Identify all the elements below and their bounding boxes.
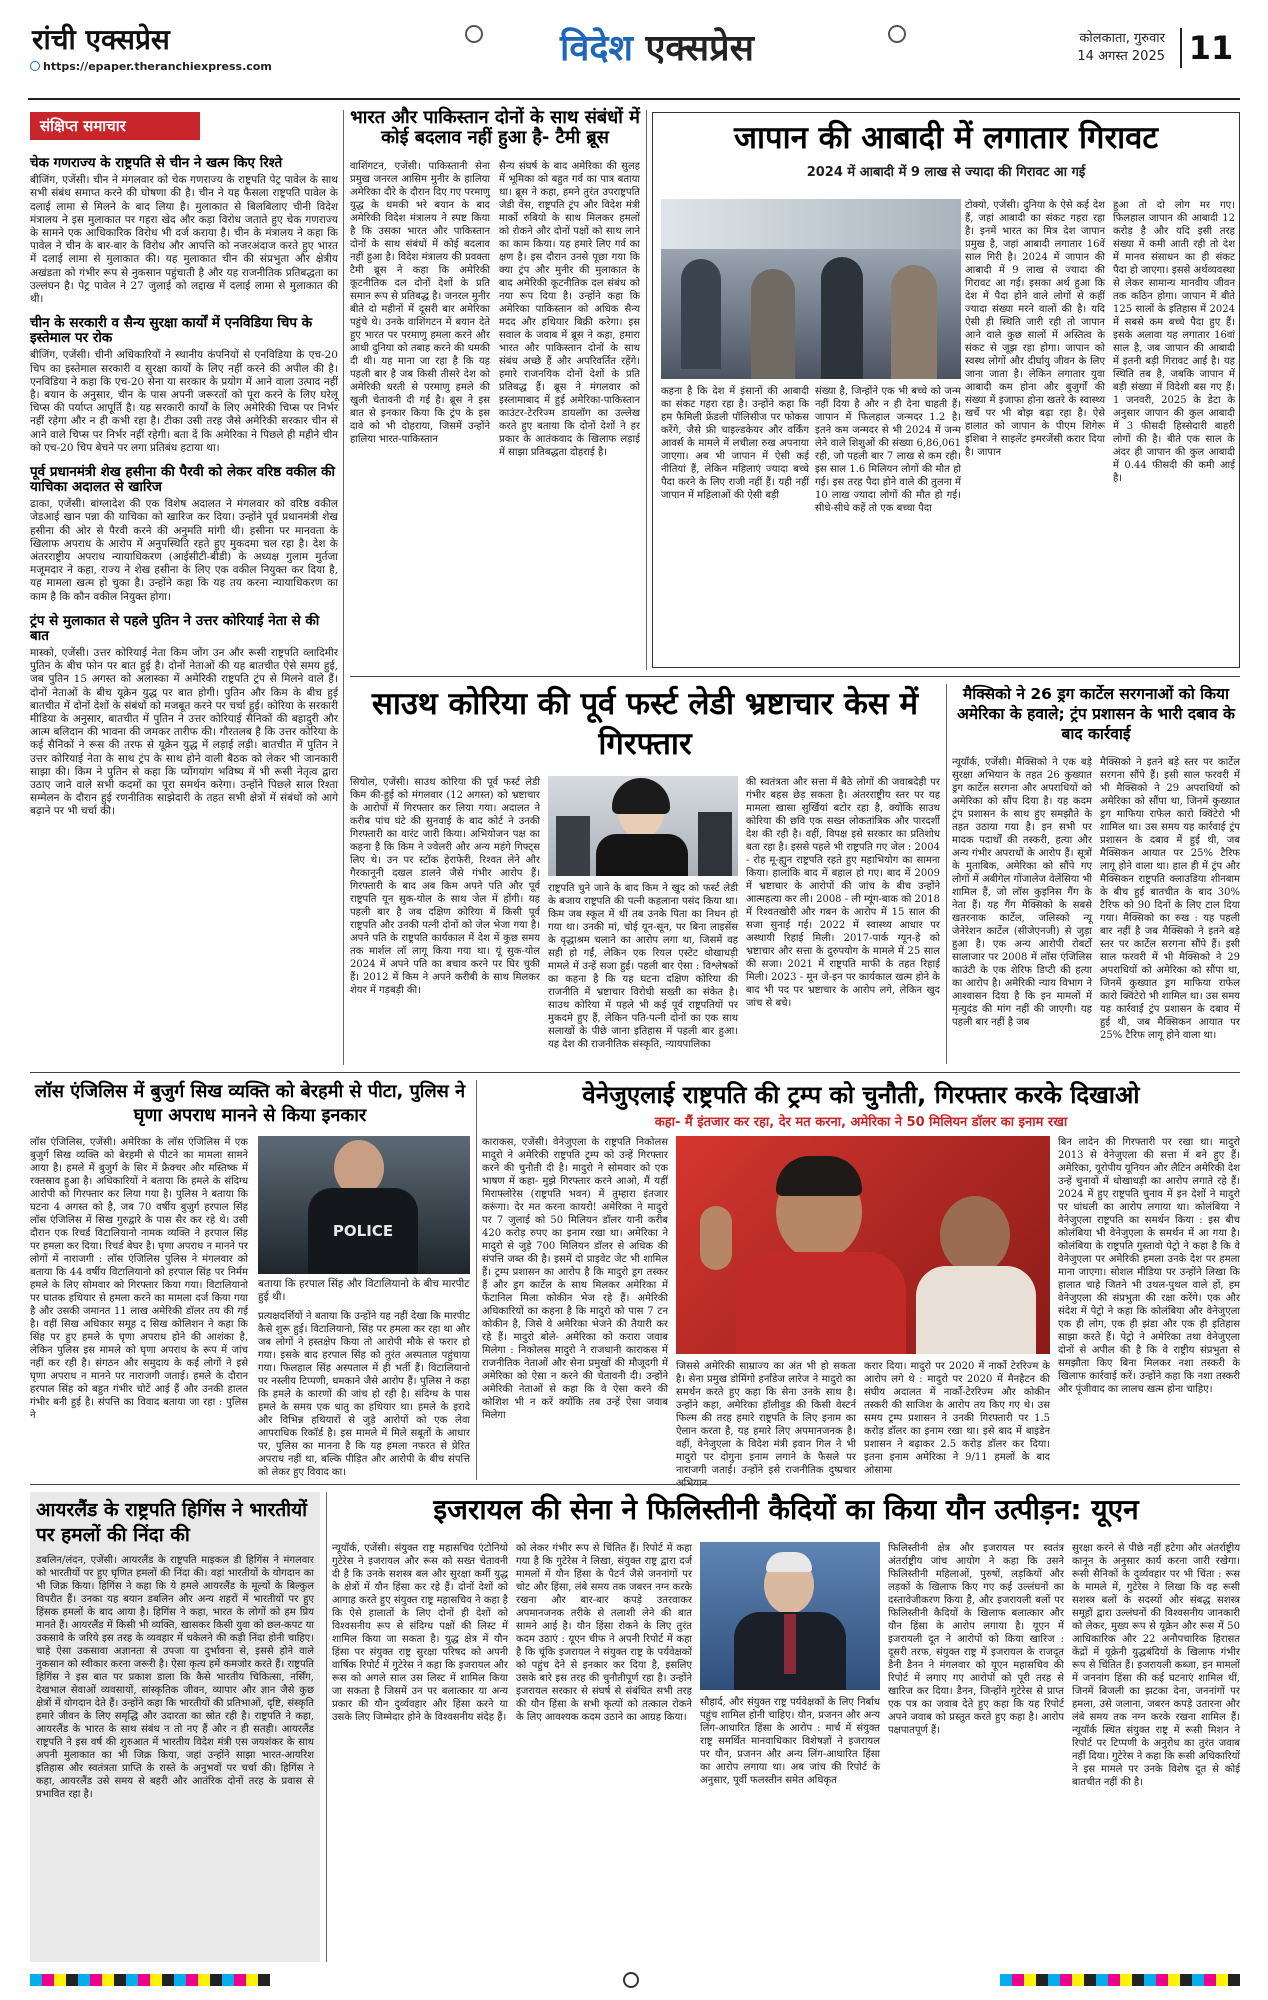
brief-item (30, 316, 338, 455)
brief-item (30, 156, 338, 306)
column-rule (326, 1492, 327, 1962)
story-korea (350, 684, 940, 1068)
section-rule (30, 1072, 1240, 1073)
brief-item (30, 614, 338, 819)
photo-crowd (661, 199, 961, 379)
story-column: करार दिया। मादुरो पर 2020 में नार्को टेररिज्म के आरोप लगे थे : मादुरो पर 2020 में मैनहैटन की संघीय अदालत में नार्को-टेररिज्म और कोकीन तस्करी की साजिश के आरोप तय किए गए थे। उस समय ट्रम्प प्रशासन ने उनकी गिरफ्तारी पर 1.5 करोड़ डॉलर का इनाम रखा था। इसे बाद में बाइडेन प्रशासन ने बढ़ाकर 2.5 करोड़ डॉलर कर दिया। इतना इनाम अमेरिका ने 9/11 हमलों के बाद ओसामा (864, 1361, 1050, 1476)
section-rule (350, 676, 1240, 677)
story-column: कहना है कि देश में इंसानों की आबादी का संकट गहरा रहा है। उन्होंने कहा कि हम फैमिली फ्रेंडली पॉलिसीज पर फोकस करेंगे, जैसे फ्री चाइल्डकेयर और वर्किंग आवर्स के मामले में लचीला रुख अपनाया जाएगा। अब भी जापान में ऐसी कई नीतियां हैं, लेकिन महिलाएं ज्यादा बच्चे पैदा करने के लिए राजी नहीं हैं। यही नहीं जापान में महिलाओं की ऐसी बड़ी (661, 386, 809, 501)
headline: साउथ कोरिया की पूर्व फर्स्ट लेडी भ्रष्टाचार केस में गिरफ्तार (371, 686, 919, 762)
headline: लॉस एंजिलिस में बुजुर्ग सिख व्यक्ति को बेरहमी से पीटा, पुलिस ने घृणा अपराध मानने से किया इनकार (34, 1081, 466, 1126)
photo-maduro (676, 1136, 1050, 1354)
story-column: संख्या है, जिन्होंने एक भी बच्चे को जन्म नहीं दिया है और न ही देना चाहती हैं। जापान में फिलहाल जन्मदर 1.2 है। इतने कम जन्मदर से भी 2024 में जन्म लेने वाले शिशुओं की संख्या 6,86,061 रही, जो पहली बार 7 लाख से कम रही। इस साल 1.6 मिलियन लोगों की मौत हो गई। इस तरह पैदा होने वाले की तुलना में 10 लाख ज्यादा लोगों की मौत हो गई। सीधे-सीधे कहें तो एक बच्चा पैदा (815, 386, 961, 514)
story-column: राष्ट्रपति चुने जाने के बाद किम ने खुद को फर्स्ट लेडी के बजाय राष्ट्रपति की पत्नी कहलाना पसंद किया था। किम जब स्कूल में थीं तब उनके पिता का निधन हो गया था। उनकी मां, चोई यून-सून, पर बिना लाइसेंस के वृद्धाश्रम चलाने का आरोप लगा था, जिसमें वह सही हो गईं, लेकिन एक रियल एस्टेट धोखाधड़ी मामले में उन्हें सजा हुई। पहली बार ऐसा : विश्लेषकों का कहना है कि यह घटना दक्षिण कोरिया की राजनीति में भ्रष्टाचार विरोधी सख्ती का संकेत है। साउथ कोरिया में पहले भी कई पूर्व राष्ट्रपतियों पर मुकदमे हुए हैं, लेकिन पति-पत्नी दोनों का एक साथ सलाखों के पीछे जाना इतिहास में पहली बार हुआ। यह देश की राजनीतिक संस्कृति, न्यायपालिका (548, 883, 738, 1050)
registration-mark (465, 25, 483, 43)
paper-logo (32, 20, 252, 54)
story-mexico (952, 684, 1240, 1068)
masthead-rule (28, 98, 1240, 100)
brief-column (30, 112, 338, 1067)
story-israel (332, 1492, 1240, 1962)
story-column: को लेकर गंभीर रूप से चिंतित हैं। रिपोर्ट में कहा गया है कि गुटेरेस ने लिखा, संयुक्त राष्ट्र द्वारा दर्ज मामलों में यौन हिंसा के पैटर्न जैसे जननांगों पर चोट और हिंसा, लंबे समय तक जबरन नग्न करके रखना और बार-बार कपड़े उतरवाकर अपमानजनक तरीके से तलाशी लेने की बात सामने आई है। यौन हिंसा रोकने के लिए तुरंत कदम उठाएं : यूएन चीफ ने अपनी रिपोर्ट में कहा है कि चूंकि इजरायल ने संयुक्त राष्ट्र के पर्यवेक्षकों को पहुंच देने से इनकार कर दिया है, इसलिए उसके बारे इस तरह की चुनौतीपूर्ण रहा है। उन्होंने इजरायल सरकार से संघर्ष से संबंधित सभी तरह की यौन हिंसा के सभी कृत्यों को तत्काल रोकने के लिए आवश्यक कदम उठाने का आग्रह किया। (516, 1543, 692, 1723)
crosshair-icon (623, 1972, 639, 1988)
story-column: हुआ तो दो लोग मर गए। फिलहाल जापान की आबादी 12 करोड़ है और यदि इसी तरह संख्या में कमी आती रही तो देश में मानव संसाधन का ही संकट पैदा हो जाएगा। इससे अर्थव्यवस्था से लेकर सामान्य मानवीय जीवन तक कठिन होगा। जापान में बीते 125 सालों के इतिहास में 2024 में सबसे कम बच्चे पैदा हुए हैं। इसके अलावा यह लगातार 16वां साल है, जब जापान की आबादी में इतनी बड़ी गिरावट आई है। यह स्थिति तब है, जबकि जापान में बड़ी संख्या में विदेशी बस गए हैं। 1 जनवरी, 2025 के डेटा के अनुसार जापान की कुल आबादी में 3 फीसदी हिस्सेदारी बाहरी लोगों की है। बीते एक साल के अंदर ही जापान की कुल आबादी में 0.44 फीसदी की कमी आई है। (1113, 200, 1235, 484)
story-column: सियोल, एजेंसी। साउथ कोरिया की पूर्व फर्स्ट लेडी किम की-हुई को मंगलवार (12 अगस्त) को भ्रष्टाचार के आरोपों में गिरफ्तार कर लिया गया। अदालत ने करीब पांच घंटे की सुनवाई के बाद कोर्ट ने उनकी गिरफ्तारी का वारंट जारी किया। अभियोजन पक्ष का कहना है कि किम ने ज्वेलरी और अन्य महंगे गिफ्ट्स लिए थे। उन पर स्टॉक हेराफेरी, रिश्वत लेने और गैरकानूनी दखल डालने जैसे गंभीर आरोप हैं। गिरफ्तारी के बाद अब किम अपने पति और पूर्व राष्ट्रपति यून सुक-योल के साथ जेल में होंगी। यह पहली बार है जब दक्षिण कोरिया में किसी पूर्व राष्ट्रपति और उनकी पत्नी दोनों को जेल भेजा गया है। अपने पति के राष्ट्रपति कार्यकाल में देश में कुछ समय तक मार्शल लॉ लागू किया गया था। यूं सुक-योल 2024 में अपने पति का बचाव करने पर घिर चुकी हैं। 2012 में किम ने अपने करीबी के साथ मिलकर शेयर में गड़बड़ी की। (350, 777, 540, 996)
section-title-left: विदेश (560, 28, 633, 69)
issue-date: 14 अगस्त 2025 (1077, 49, 1165, 64)
brief-item-body: मास्को, एजेंसी। उत्तर कोरियाई नेता किम जोंग उन और रूसी राष्ट्रपति व्लादिमीर पुतिन के बीच फोन पर बात हुई है। दोनों नेताओं की यह बातचीत ऐसे समय हुई, जब पुतिन 15 अगस्त को अलास्का में अमेरिकी राष्ट्रपति ट्रंप से मिलने वाले हैं। दोनों नेताओं के बीच यूक्रेन युद्ध पर बात होगी। पुतिन और किम के बीच हुई बातचीत में दोनों देशों के संबंधों को मजबूत करने पर चर्चा हुई। कोरिया के सरकारी मीडिया के अनुसार, बातचीत में पुतिन ने उत्तर कोरियाई सैनिकों की बहादुरी और आत्म बलिदान की भावना की जमकर तारीफ की। गौरतलब है कि उत्तर कोरिया के कई सैनिकों ने रूस की तरफ से यूक्रेन युद्ध में लड़ाई लड़ी। बातचीत में पुतिन ने उत्तर कोरियाई नेता के साथ ट्रंप के साथ होने वाली बैठक को लेकर भी जानकारी साझा की। किम ने पुतिन से कहा कि प्योंगयांग भविष्य में भी रूसी नेतृत्व द्वारा उठाए जाने वाले सभी कदमों का पूरा समर्थन करेगा। उन्होंने पिछले साल रिश्ता सम्मेलन के दौरान हुई रणनीतिक साझेदारी के तहत सभी क्षेत्रों में संबंधों को आगे बढ़ाने पर भी चर्चा की। (30, 647, 338, 818)
masthead (0, 0, 1268, 72)
brief-item-title: ट्रंप से मुलाकात से पहले पुतिन ने उत्तर कोरियाई नेता से की बात (30, 612, 320, 644)
section-title (560, 22, 820, 69)
column-rule (476, 1080, 477, 1480)
story-column: सुरक्षा करने से पीछे नहीं हटेगा और अंतर्राष्ट्रीय कानून के अनुसार कार्य करना जारी रखेगा। रूसी सैनिकों के दुर्व्यवहार पर भी चिंता : रूस के मामले में, गुटेरेस ने लिखा कि वह रूसी सशस्त्र बलों के सदस्यों और संबद्ध सशस्त्र समूहों द्वारा उल्लंघनों की विश्वसनीय जानकारी को लेकर, मुख्य रूप से यूक्रेन और रूस में 50 आधिकारिक और 22 अनौपचारिक हिरासत केंद्रों में यूक्रेनी युद्धबंदियों के खिलाफ गंभीर रूप से चिंतित हैं। इजरायली कब्जा, इन मामलों में जननांग हिंसा की कई घटनाएं शामिल थीं, जिनमें बिजली का झटका देना, जननांगों पर हमला, उसे जलाना, जबरन कपड़े उतारना और लंबे समय तक नग्न करके रखना शामिल हैं। न्यूयॉर्क स्थित संयुक्त राष्ट्र में रूसी मिशन ने रिपोर्ट पर टिप्पणी के अनुरोध का तुरंत जवाब नहीं दिया। गुटेरेस ने कहा कि रूसी अधिकारियों ने इस मामले पर उनके विशेष दूत से कोई बातचीत नहीं की है। (1072, 1543, 1240, 1788)
story-column: फिलिस्तीनी क्षेत्र और इजरायल पर स्वतंत्र अंतर्राष्ट्रीय जांच आयोग ने कहा कि उसने फिलिस्तीनी महिलाओं, पुरुषों, लड़कियों और लड़कों के खिलाफ किए गए कई उल्लंघनों का दस्तावेजीकरण किया है, और इजरायली बलों पर फिलिस्तीनी कैदियों के खिलाफ बलात्कार और यौन हिंसा के आरोप लगाया है। यूएन में इजरायली दूत ने आरोपों को किया खारिज : दूसरी तरफ, संयुक्त राष्ट्र में इजरायल के राजदूत डैनी डैनन ने मंगलवार को यूएन महासचिव की रिपोर्ट में लगाए गए आरोपों को पूरी तरह से खारिज कर दिया। डैनन, जिन्होंने गुटेरेस से प्राप्त एक पत्र का जवाब देते हुए कहा कि यह रिपोर्ट अपने जवाब को प्रस्तुत करते हुए कहा है। आरोप पक्षपातपूर्ण हैं। (888, 1543, 1064, 1736)
photo-police (258, 1136, 470, 1274)
headline: भारत और पाकिस्तान दोनों के साथ संबंधों में कोई बदलाव नहीं हुआ है- टैमी ब्रूस (350, 107, 640, 149)
headline: इजरायल की सेना ने फिलिस्तीनी कैदियों का किया यौन उत्पीड़न: यूएन (433, 1493, 1139, 1526)
story-column: न्यूयॉर्क, एजेंसी। मैक्सिको ने एक बड़े सुरक्षा अभियान के तहत 26 कुख्यात ड्रग कार्टेल सरगना और अपराधियों को अमेरिका को सौंप दिया है। यह कदम ट्रंप प्रशासन के साथ हुए समझौते के तहत उठाया गया है। इन सभी पर मादक पदार्थों की तस्करी, हत्या और अन्य गंभीर अपराधों के आरोप हैं। सूत्रों के मुताबिक, अमेरिका को सौंपे गए लोगों में अबीगेल गोंजालेज वेलेंसिया भी शामिल हैं, जो लॉस कुइनिस गैंग के नेता हैं। यह गैंग मैक्सिको के सबसे खतरनाक कार्टेल, जलिस्को न्यू जेनेरेशन कार्टेल (सीजेएनजी) से जुड़ा हुआ है। एक अन्य आरोपी रोबर्टो सालाजार पर 2008 में लॉस एंजिलिस काउंटी के एक शेरिफ डिप्टी की हत्या का आरोप है। अमेरिकी न्याय विभाग ने आश्वासन दिया है कि इन मामलों में मृत्युदंड की मांग नहीं की जाएगी। यह पहली बार नहीं है जब (952, 757, 1092, 1028)
column-rule (946, 684, 947, 1064)
police-label: POLICE (332, 1222, 394, 1240)
subheadline: कहा- मैं इंतजार कर रहा, देर मत करना, अमेरिका ने 50 मिलियन डॉलर का इनाम रखा (654, 1115, 1068, 1130)
photo-un-chief (700, 1542, 880, 1690)
brief-item-body: बीजिंग, एजेंसी। चीनी अधिकारियों ने स्थानीय कंपनियों से एनविडिया के एच-20 चिप का इस्तेमाल सरकारी व सुरक्षा कार्यों के लिए नहीं करने की अपील की है। एनविडिया ने कहा कि एच-20 सेना या सरकार के प्रयोग में आने वाला उत्पाद नहीं है। बयान के अनुसार, चीन के पास अपनी जरूरतों को पूरा करने के लिए घरेलू चिप्स की पर्याप्त आपूर्ति है। यह सरकारी कार्यों के लिए अमेरिकी चिप्स पर निर्भर नहीं रहेगा और न ही कभी रहा है। टीका उसी तरह जैसे अमेरिकी सरकार चीन से आने वाले चिप्स पर निर्भर नहीं रहेगी। बता दें कि अमेरिका ने पिछले ही महीने चीन को एच-20 चिप बेचने पर लगा प्रतिबंध हटाया था। (30, 349, 338, 454)
brief-item-title: चेक गणराज्य के राष्ट्रपति से चीन ने खत्म किए रिश्ते (30, 155, 283, 171)
story-column: लॉस एंजिलिस, एजेंसी। अमेरिका के लॉस एंजिलिस में एक बुजुर्ग सिख व्यक्ति को बेरहमी से पीटने का मामला सामने आया है। हमले में बुजुर्ग के सिर में फ्रैक्चर और मस्तिष्क में रक्तस्राव हुआ है। अधिकारियों ने बताया कि हमले के संदिग्ध आरोपी को गिरफ्तार कर लिया गया है। पुलिस ने बताया कि घटना 4 अगस्त को है, जब 70 वर्षीय बुजुर्ग हरपाल सिंह लॉस एंजिलिस में सिख गुरुद्वारे के पास सैर कर रहे थे। उसी दौरान एक रिचर्ड विटालियानो नामक व्यक्ति ने हरपाल सिंह पर हमला कर दिया। रिचर्ड बेघर है। घृणा अपराध न मानने पर लोगों में नाराजगी : लॉस एंजिलिस पुलिस ने मंगलवार को बताया कि 44 वर्षीय विटालियानो को हरपाल सिंह पर निर्मम हमले के लिए सोमवार को गिरफ्तार किया गया। विटालियानो पर घातक हथियार से हमला करने का मामला दर्ज किया गया है और उसकी जमानत 11 लाख अमेरिकी डॉलर तय की गई है। वहीं सिख अधिकार समूह द सिख कोलिशन ने कहा कि सिंह पर हुए हमले के घृणा अपराध होने की आशंका है, लेकिन पुलिस इस मामले को घृणा अपराध के रूप में जांच नहीं कर रही है। संगठन और समुदाय के कई लोगों ने इसे घृणा अपराध न मानने पर नाराजगी जताई। हमले के दौरान हरपाल सिंह को बहुत गंभीर चोटें आई हैं और उनकी हालत गंभीर बनी हुई है। संपत्ति का विवाद बताया जा रहा : पुलिस ने (30, 1137, 248, 1421)
color-registration-bar (30, 1972, 1240, 1988)
brief-item-body: बीजिंग, एजेंसी। चीन ने मंगलवार को चेक गणराज्य के राष्ट्रपति पेट्र पावेल के साथ सभी संबंध समाप्त करने की घोषणा की है। चीन ने यह फैसला राष्ट्रपति पावेल के दलाई लामा से मिलने के बाद लिया है। मुलाकात से बिलबिलाए चीनी विदेश मंत्रालय ने इस मुलाकात पर गहरा खेद और कड़ा विरोध जताते हुए चेक गणराज्य के सामने एक आधिकारिक विरोध भी दर्ज कराया है। चीन के मंत्रालय ने कहा कि पावेल ने चीन के बार-बार के विरोध और आपत्ति को नजरअंदाज करते हुए भारत में दलाई लामा से मुलाकात की। यह मुलाकात चीन की संप्रभुता और क्षेत्रीय अखंडता को गंभीर रूप से नुकसान पहुंचाती है और यह राजनीतिक प्रतिबद्धता का उल्लंघन है। पेट्र पावेल ने 27 जुलाई को लद्दाख में दलाई लामा से मुलाकात की थी। (30, 174, 338, 305)
story-column: प्रत्यक्षदर्शियों ने बताया कि उन्होंने यह नहीं देखा कि मारपीट कैसे शुरू हुई। विटालियानो, सिंह पर हमला कर रहा था और जब लोगों ने हस्तक्षेप किया तो आरोपी मौके से फरार हो गया। इसके बाद हरपाल सिंह को तुरंत अस्पताल पहुंचाया गया। फिलहाल सिंह अस्पताल में ही भर्ती हैं। विटालियानो पर नस्लीय टिप्पणी, धमकाने जैसे आरोप हैं। पुलिस ने कहा कि हमले के कारणों की जांच हो रही है। संदिग्ध के पास हमले के समय एक धातु का हथियार था। हमले के इरादे और विभिन्न हथियारों से जुड़े आरोपों को एक लेवा आपराधिक रिकॉर्ड है। इस मामले में मिले सबूतों के आधार पर, पुलिस का मानना है कि यह हमला नफरत से प्रेरित अपराध नहीं था, बल्कि पीड़ित और आरोपी के बीच संपत्ति को लेकर हुए विवाद का। (258, 1311, 470, 1478)
story-column: काराकस, एजेंसी। वेनेजुएला के राष्ट्रपति निकोलस मादुरो ने अमेरिकी राष्ट्रपति ट्रम्प को उन्हें गिरफ्तार करने की चुनौती दी है। मादुरो ने सोमवार को एक भाषण में कहा- मुझे गिरफ्तार करने आओ, मैं यहीं मिराफ्लोरेस (राष्ट्रपति भवन) में तुम्हारा इंतजार करूंगा। देर मत करना कायरो! अमेरिका ने मादुरो पर 7 जुलाई को 50 मिलियन डॉलर यानी करीब 420 करोड़ रुपए का इनाम रखा था। अमेरिका ने मादुरो से जुड़े 700 मिलियन डॉलर से अधिक की संपत्ति जब्त की है। इसमें दो प्राइवेट जेट भी शामिल हैं। ट्रम्प प्रशासन का आरोप है कि मादुरो ड्रग तस्कर हैं और ड्रग कार्टेल के साथ मिलकर अमेरिका में फेंटानिल मिला कोकीन भेज रहे हैं। अमेरिकी अधिकारियों का कहना है कि मादुरो को पास 7 टन कोकीन है, जिसे वे अमेरिका भेजने की तैयारी कर रहे हैं। मादुरो बोले- अमेरिका को करारा जवाब मिलेगा : निकोलस मादुरो ने राजधानी काराकस में राजनीतिक नेताओं और सेना प्रमुखों की मौजूदगी में अमेरिका को ऐसा न करने की चेतावनी दी। उन्होंने अमेरिकी नेताओं से कहा कि वे ऐसा करने की कोशिश भी न करें क्योंकि तब उन्हें ऐसा जवाब मिलेगा (482, 1137, 668, 1421)
story-column: मैक्सिको ने इतने बड़े स्तर पर कार्टेल सरगना सौंपे हैं। इसी साल फरवरी में भी मैक्सिको ने 29 अपराधियों को अमेरिका को सौंपा था, जिनमें कुख्यात ड्रग माफिया राफेल कारो क्विंटेरो भी शामिल था। उस समय यह कार्रवाई ट्रंप प्रशासन के दबाव में हुई थी, जब मैक्सिकन आयात पर 25% टैरिफ लागू होने वाला था। हाल ही में ट्रंप और मैक्सिकन राष्ट्रपति क्लाउडिया शीनबाम के बीच हुई बातचीत के बाद 30% टैरिफ को 90 दिनों के लिए टाल दिया गया। मैक्सिको का रुख : यह पहली बार नहीं है जब मैक्सिको ने इतने बड़े स्तर पर कार्टेल सरगना सौंपे हैं। इसी साल फरवरी में भी मैक्सिको ने 29 अपराधियों को अमेरिका को सौंपा था, जिनमें कुख्यात ड्रग माफिया राफेल कारो क्विंटेरो भी शामिल था। उस समय यह कार्रवाई ट्रंप प्रशासन के दबाव में हुई थी, जब मैक्सिकन आयात पर 25% टैरिफ लागू होने वाला था। (1100, 757, 1240, 1041)
photo-first-lady (548, 776, 738, 876)
photo-caption: बताया कि हरपाल सिंह और विटालियानो के बीच मारपीट हुई थी। (258, 1278, 470, 1303)
headline: आयरलैंड के राष्ट्रपति हिगिंस ने भारतीयों पर हमलों की निंदा की (36, 1499, 308, 1546)
headline: मैक्सिको ने 26 ड्रग कार्टेल सरगनाओं को किया अमेरिका के हवाले; ट्रंप प्रशासन के भारी दबाव के बाद कार्रवाई (957, 685, 1235, 743)
story-venezuela (482, 1080, 1240, 1480)
story-ireland (30, 1492, 320, 1962)
brief-label: संक्षिप्त समाचार (30, 112, 200, 140)
photo-caption-text: सौहार्द, और संयुक्त राष्ट्र पर्यवेक्षकों के लिए निर्बाध पहुंच शामिल होनी चाहिए। यौन, प्रजनन और अन्य लिंग-आधारित हिंसा के आरोप : मार्च में संयुक्त राष्ट्र समर्थित मानवाधिकार विशेषज्ञों ने इजरायल पर यौन, प्रजनन और अन्य लिंग-आधारित हिंसा का आरोप लगाया था। अब जांच की रिपोर्ट के अनुसार, पूर्वी फलस्तीन समेत अधिकृत (700, 1697, 880, 1786)
brief-item (30, 465, 338, 604)
city-day: कोलकाता, गुरुवार (1079, 31, 1165, 46)
story-india-pak (350, 108, 640, 678)
story-column: न्यूयॉर्क, एजेंसी। संयुक्त राष्ट्र महासचिव एंटोनियो गुटेरेस ने इजरायल और रूस को सख्त चेतावनी दी है कि उनके सशस्त्र बल और सुरक्षा कर्मी युद्ध के क्षेत्रों में यौन हिंसा कर रहे हैं। दोनों देशों को आगाह करते हुए संयुक्त राष्ट्र महासचिव ने कहा है कि ऐसे हालातों के लिए दोनों ही देशों को विश्वसनीय रूप से संदिग्ध पक्षों की लिस्ट में शामिल किया जा सकता है। युद्ध क्षेत्र में यौन हिंसा पर संयुक्त राष्ट्र सुरक्षा परिषद को अपनी वार्षिक रिपोर्ट में गुटेरेस ने कहा कि इजरायल और रूस को अगले साल उस लिस्ट में शामिल किया जा सकता है जिसमें उन पर बलात्कार या अन्य प्रकार की यौन दुर्व्यवहार और हिंसा करने या उसके लिए जिम्मेदार होने के विश्वसनीय संदेह हैं। (332, 1543, 508, 1723)
section-title-right: एक्सप्रेस (645, 28, 754, 69)
story-column: बिन लादेन की गिरफ्तारी पर रखा था। मादुरो 2013 से वेनेजुएला की सत्ता में बने हुए हैं। अमेरिका, यूरोपीय यूनियन और लैटिन अमेरिकी देश उन्हें चुनावों में धोखाधड़ी का आरोप लगाते रहे हैं। 2024 में हुए राष्ट्रपति चुनाव में इन देशों ने मादुरो पर धांधली का आरोप लगाया था। कोलंबिया ने वेनेजुएला राष्ट्रपति का समर्थन किया : इस बीच कोलंबिया भी वेनेजुएला के समर्थन में आ गया है। कोलंबिया के राष्ट्रपति गुस्तावो पेट्रो ने कहा है कि वे वेनेजुएला पर अमेरिकी हमला उनके देश पर हमला माना जाएगा। सोशल मीडिया पर उन्होंने लिखा कि हालात चाहे जितने भी उथल-पुथल वाले हों, हम वेनेजुएला की संप्रभुता की रक्षा करेंगे। एक और संदेश में पेट्रो ने कहा कि कोलंबिया और वेनेजुएला एक ही लोग, एक ही झंडा और एक ही इतिहास साझा करते हैं। पेट्रो ने अमेरिका तथा वेनेजुएला दोनों से अपील की है कि वे राष्ट्रीय संप्रभुता से समझौता किए बिना मिलकर नशा तस्करी के खिलाफ कार्रवाई करें। उन्होंने कहा कि नशा तस्करी और पूंजीवाद का लालच खत्म होना चाहिए। (1058, 1137, 1240, 1395)
headline: जापान की आबादी में लगातार गिरावट (733, 120, 1159, 156)
story-sikh (30, 1080, 470, 1480)
column-rule (646, 110, 647, 670)
globe-icon (30, 61, 40, 71)
story-column: की स्वतंत्रता और सत्ता में बैठे लोगों की जवाबदेही पर गंभीर बहस छेड़ सकता है। अंतरराष्ट्रीय स्तर पर यह मामला खासा सुर्खियां बटोर रहा है, क्योंकि साउथ कोरिया की छवि एक सख्त लोकतांत्रिक और पारदर्शी देश की रही है। वहीं, विपक्ष इसे सरकार का प्रतिशोध बता रहा है। इससे पहले भी राष्ट्रपति गए जेल : 2004 - रोह मू-ह्युन राष्ट्रपति रहते हुए महाभियोग का सामना किया। हालांकि बाद में बहाल हो गए। बाद में 2009 में भ्रष्टाचार के आरोपों की जांच के बीच उन्होंने आत्महत्या कर ली। 2008 - ली म्यूंग-बाक को 2018 में रिश्वतखोरी और गबन के आरोप में 15 साल की सजा सुनाई गई। 2022 में स्वास्थ्य आधार पर अस्थायी रिहाई मिली। 2017-पार्क ग्यून-हे को भ्रष्टाचार और सत्ता के दुरुपयोग के मामले में 25 साल की सजा। 2021 में राष्ट्रपति माफी के तहत रिहाई मिली। 2023 - मून जे-इन पर कार्यकाल खत्म होने के बाद भी पद पर भ्रष्टाचार के आरोप लगे, लेकिन खुद जांच से बचे। (746, 777, 940, 1009)
story-column: वाशिंगटन, एजेंसी। पाकिस्तानी सेना प्रमुख जनरल आसिम मुनीर के हालिया अमेरिका दौरे के दौरान दिए गए परमाणु युद्ध के धमकी भरे बयान के बाद अमेरिकी विदेश मंत्रालय ने स्पष्ट किया है कि उसका भारत और पाकिस्तान दोनों के साथ संबंधों में कोई बदलाव नहीं हुआ है। विदेश मंत्रालय की प्रवक्ता टैमी ब्रूस ने कहा कि अमेरिकी कूटनीतिक दल दोनों देशों के प्रति समान रूप से प्रतिबद्ध है। जनरल मुनीर बीते दो महीनों में दूसरी बार अमेरिका पहुंचे थे। उनके वाशिंगटन में बयान देते हुए भारत पर परमाणु हमला करने और आधी दुनिया को तबाह करने की धमकी दी थी। यह माना जा रहा है कि यह पहली बार है जब किसी तीसरे देश को अमेरिकी धरती से परमाणु हमले की खुली चेतावनी दी गई है। ब्रूस ने इस बात से इनकार किया कि ट्रंप के इस दावे को भी दोहराया, जिसमें उन्होंने हालिया भारत-पाकिस्तान (350, 161, 490, 445)
registration-mark (888, 25, 906, 43)
brief-item-title: पूर्व प्रधानमंत्री शेख हसीना की पैरवी को लेकर वरिष्ठ वकील की याचिका अदालत से खारिज (30, 463, 335, 496)
paper-url[interactable]: https://epaper.theranchiexpress.com (30, 60, 330, 74)
paper-name: रांची एक्सप्रेस (32, 23, 170, 56)
column-rule (343, 110, 344, 1065)
subheadline: 2024 में आबादी में 9 लाख से ज्यादा की गिरावट आ गई (806, 164, 1086, 180)
brief-item-body: ढाका, एजेंसी। बांग्लादेश की एक विशेष अदालत ने मंगलवार को वरिष्ठ वकील जेडआई खान पन्ना की याचिका को खारिज कर दिया। उन्होंने पूर्व प्रधानमंत्री शेख हसीना की ओर से पैरवी करने की अनुमति मांगी थी। हसीना पर मानवता के खिलाफ अपराध के आरोप में अनुपस्थिति रहते हुए मुकदमा चल रहा है। देश के अंतरराष्ट्रीय अपराध न्यायाधिकरण (आईसीटी-बीडी) के अध्यक्ष गुलाम मुर्तजा मजूमदार ने कहा, राज्य ने शेख हसीना के लिए एक वकील नियुक्त कर दिया है, यह मामला खत्म हो चुका है। उन्होंने कहा कि यह तय करना न्यायाधिकरण का काम है कि कौन वकील नियुक्त होगा। (30, 498, 338, 603)
story-column: जिससे अमेरिकी साम्राज्य का अंत भी हो सकता है। सेना प्रमुख डोमिंगो हर्नांडेज लारेज ने मादुरो का समर्थन करते हुए कहा कि सेना उनके साथ है। उन्होंने कहा, अमेरिका हॉलीवुड की किसी वेस्टर्न फिल्म की तरह हमारे राष्ट्रपति के लिए इनाम का ऐलान करता है, यह हमारे लिए अपमानजनक है। वहीं, वेनेजुएला के विदेश मंत्री इवान गिल ने भी मादुरो पर दोगुना इनाम लगाने के फैसले पर नाराजगी जताई। उन्होंने इसे राजनीतिक दुष्प्रचार (676, 1361, 856, 1476)
section-rule (30, 1484, 1240, 1485)
headline: वेनेजुएलाई राष्ट्रपति की ट्रम्प को चुनौती, गिरफ्तार करके दिखाओ (582, 1081, 1140, 1109)
story-column: टोक्यो, एजेंसी। दुनिया के ऐसे कई देश हैं, जहां आबादी का संकट गहरा रहा है। इनमें भारत का मित्र देश जापान प्रमुख है, जहां आबादी लगातार 16वें साल गिरी है। 2024 में जापान की आबादी में 9 लाख से ज्यादा की गिरावट आ गई। इसका अर्थ हुआ कि देश में पैदा होने वाले लोगों से कहीं ज्यादा संख्या मरने वालों की है। यदि ऐसी ही स्थिति जारी रही तो जापान आने वाले कुछ सालों में अस्तित्व के संकट से जूझ रहा होगा। जापान को स्वस्थ लोगों और दीर्घायु जीवन के लिए जाना जाता है। लेकिन लगातार युवा आबादी कम होना और बुजुर्गों की संख्या में इजाफा होना खतरे के स्वास्थ्य खर्चे पर भी बोझ बढ़ा रहा है। ऐसे हालात को जापान के पीएम शिगेरू इशिबा ने साइलेंट इमरजेंसी करार दिया है। जापान (965, 200, 1105, 458)
brief-item-title: चीन के सरकारी व सैन्य सुरक्षा कार्यों में एनविडिया चिप के इस्तेमाल पर रोक (30, 315, 313, 347)
story-body: डबलिन/लंदन, एजेंसी। आयरलैंड के राष्ट्रपति माइकल डी हिगिंस ने मंगलवार को भारतीयों पर हुए घृणित हमलों की निंदा की। वहां भारतीयों के योगदान का भी जिक्र किया। हिगिंस ने कहा कि ये हमले आयरलैंड के मूल्यों के बिल्कुल विपरीत हैं। उनका यह बयान डबलिन और अन्य शहरों में भारतीयों पर हुए हिंसक हमलों के बाद आया है। हिगिंस ने कहा, भारत के लोगों को हम प्रिय मानते हैं। आयरलैंड में किसी भी व्यक्ति, खासकर किसी युवा को छल-कपट या उकसावे के जरिये इस तरह के व्यवहार में धकेलने की कड़ी निंदा होनी चाहिए। चाहे ऐसा उकसावा अज्ञानता से उपजा या दुर्भावना से, इससे होने वाले नुकसान को स्वीकार करना जरूरी है। ऐसा कृत्य हमें कमजोर करते हैं। राष्ट्रपति हिगिंस ने इस बात पर प्रकाश डाला कि कैसे भारतीय चिकित्सा, नर्सिंग, देखभाल सेवाओं व्यवसायों, सांस्कृतिक जीवन, व्यापार और ज्ञान जैसे कुछ क्षेत्रों में योगदान देते हैं। उन्होंने कहा कि भारतीयों की प्रतिभाओं, दृष्टि, संस्कृति हमारे जीवन के लिए समृद्धि और उदारता का स्रोत रही है। राष्ट्रपति ने कहा, आयरलैंड के भारत के साथ संबंध न तो नए हैं और न ही सतही। आयरलैंड राष्ट्रपति ने इस वर्ष की शुरुआत में भारतीय विदेश मंत्री एस जयशंकर के साथ अपनी मुलाकात का भी जिक्र किया, जहां उन्होंने साझा भारत-आयरिश इतिहास और स्वतंत्रता प्राप्ति के रास्ते के अनुभवों पर चर्चा की। हिगिंस ने कहा, आयरलैंड उसे समय से बहरी और आतंरिक दोनों तरह के प्रवास से प्रभावित रहा है। (36, 1555, 314, 1800)
dateline (1045, 30, 1165, 70)
story-column: सैन्य संघर्ष के बाद अमेरिका की सुलह में भूमिका को बहुत गर्व का पात्र बताया था। ब्रूस ने कहा, हमने तुरंत उपराष्ट्रपति जेडी वेंस, राष्ट्रपति ट्रंप और विदेश मंत्री मार्को रुबियो के साथ मिलकर हमलों को रोकने और दोनों पक्षों को साथ लाने का काम किया। यह हमारे लिए गर्व का क्षण है। इस दौरान उनसे पूछा गया कि क्या ट्रंप और मुनीर की मुलाकात के बाद अमेरिकी कूटनीतिक दल संबंध को नया रूप दिया है। उन्होंने कहा कि अमेरिका पाकिस्तान को अधिक सैन्य मदद और हथियार बिक्री करेगा। इस सवाल के जवाब में ब्रूस ने कहा, हमारा भारत और पाकिस्तान दोनों के साथ संबंध अच्छे हैं और अपरिवर्तित रहेंगे। हमारे राजनयिक दोनों देशों के प्रति प्रतिबद्ध हैं। ब्रूस ने मंगलवार को इस्लामाबाद में हुई अमेरिका-पाकिस्तान काउंटर-टेररिज्म डायलॉग का उल्लेख करते हुए बताया कि दोनों देशों ने हर प्रकार के आतंकवाद के खिलाफ लड़ाई में साझा प्रतिबद्धता दोहराई है। (499, 161, 640, 458)
story-japan (652, 112, 1240, 668)
page-number: 11 (1180, 28, 1240, 68)
